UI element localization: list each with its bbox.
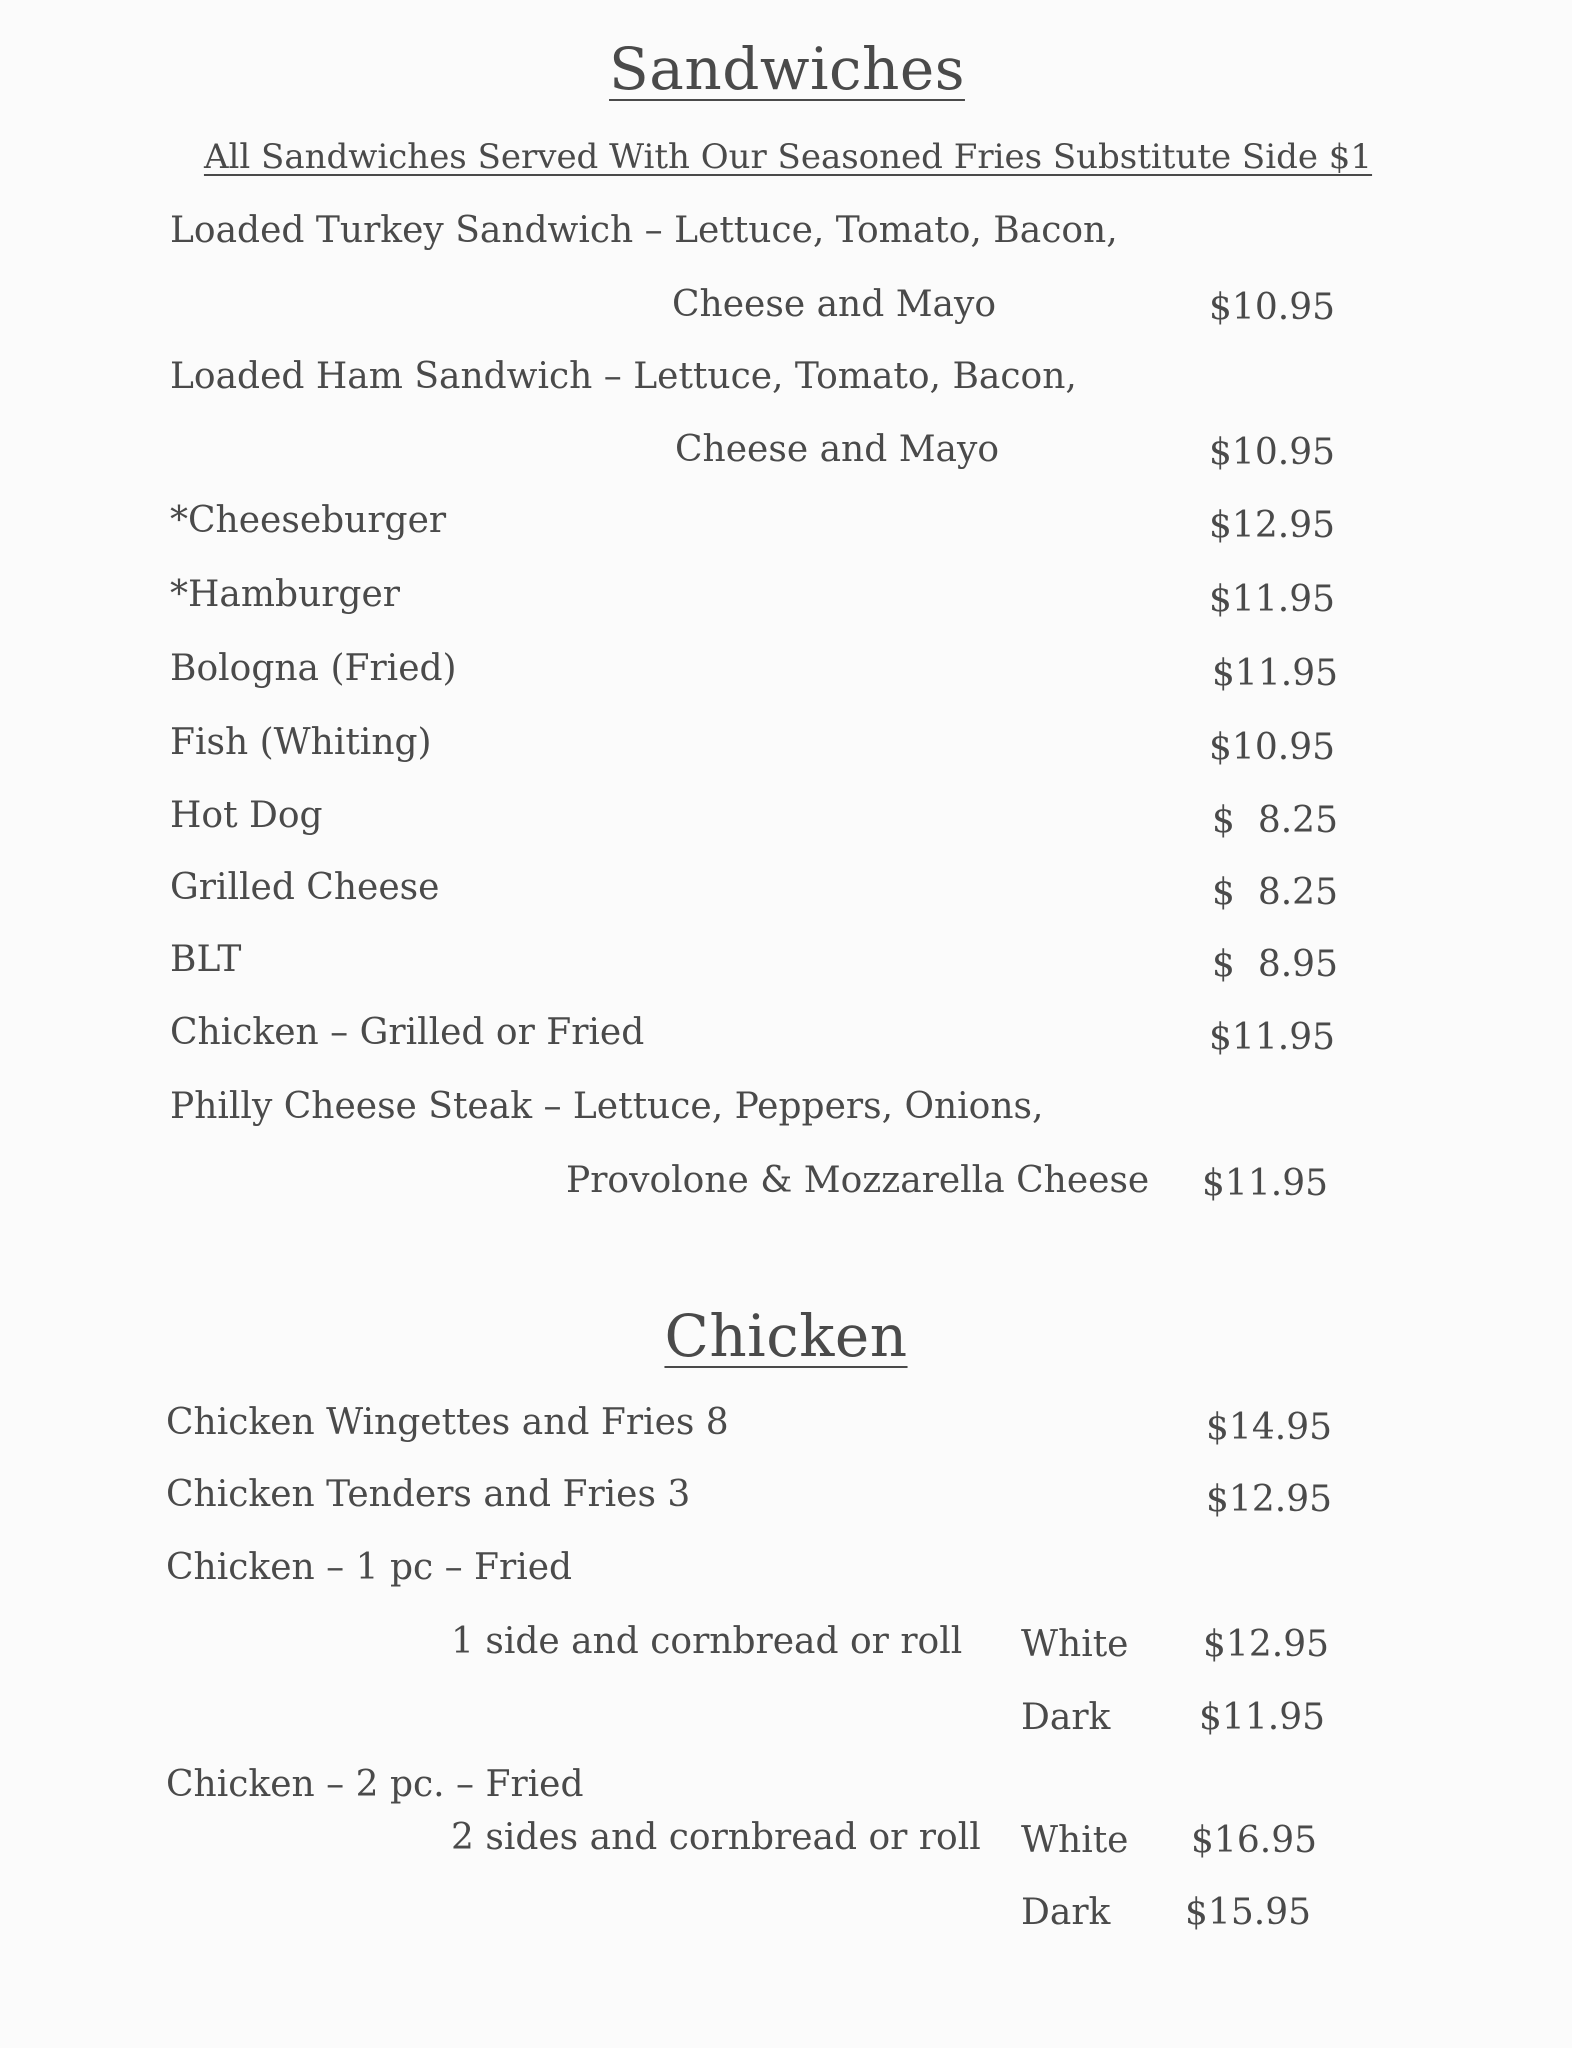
sandwiches-title: Sandwiches xyxy=(609,35,965,103)
menu-item-philly-cheese-steak: Philly Cheese Steak – Lettuce, Peppers, Onions, xyxy=(170,1086,1044,1127)
menu-item-blt: BLT xyxy=(170,939,242,980)
price-chicken-wingettes: $14.95 xyxy=(1206,1407,1332,1448)
price-chicken-tenders: $12.95 xyxy=(1206,1479,1332,1520)
price-cheeseburger: $12.95 xyxy=(1209,505,1335,546)
price-blt: $ 8.95 xyxy=(1212,944,1338,985)
menu-item-fish: Fish (Whiting) xyxy=(170,722,432,763)
price-chicken-1pc-dark: $11.95 xyxy=(1199,1697,1325,1738)
chicken-title: Chicken xyxy=(664,1302,908,1370)
menu-item-hamburger: *Hamburger xyxy=(170,574,400,615)
menu-item-loaded-turkey-detail: Cheese and Mayo xyxy=(672,284,997,325)
price-hot-dog: $ 8.25 xyxy=(1212,800,1338,841)
option-label-1pc-dark: Dark xyxy=(1021,1697,1111,1738)
price-loaded-ham: $10.95 xyxy=(1209,432,1335,473)
price-hamburger: $11.95 xyxy=(1209,579,1335,620)
menu-item-chicken-1pc: Chicken – 1 pc – Fried xyxy=(166,1547,573,1588)
option-label-2pc-dark: Dark xyxy=(1021,1892,1111,1933)
menu-item-loaded-turkey: Loaded Turkey Sandwich – Lettuce, Tomato, Bacon, xyxy=(170,210,1118,251)
menu-item-chicken-sandwich: Chicken – Grilled or Fried xyxy=(170,1012,645,1053)
menu-item-chicken-2pc: Chicken – 2 pc. – Fried xyxy=(166,1764,584,1805)
price-chicken-1pc-white: $12.95 xyxy=(1203,1624,1329,1665)
menu-item-chicken-tenders: Chicken Tenders and Fries 3 xyxy=(166,1474,691,1515)
price-fish: $10.95 xyxy=(1209,727,1335,768)
menu-item-philly-cheese-steak-detail: Provolone & Mozzarella Cheese xyxy=(566,1160,1150,1201)
menu-item-bologna: Bologna (Fried) xyxy=(170,648,457,689)
price-grilled-cheese: $ 8.25 xyxy=(1212,872,1338,913)
price-loaded-turkey: $10.95 xyxy=(1209,287,1335,328)
sandwiches-subtitle: All Sandwiches Served With Our Seasoned Fries Substitute Side $1 xyxy=(203,137,1373,177)
option-label-1pc-white: White xyxy=(1021,1624,1129,1665)
menu-item-hot-dog: Hot Dog xyxy=(170,795,323,836)
price-chicken-sandwich: $11.95 xyxy=(1209,1017,1335,1058)
price-chicken-2pc-dark: $15.95 xyxy=(1185,1892,1311,1933)
menu-item-grilled-cheese: Grilled Cheese xyxy=(170,867,440,908)
price-bologna: $11.95 xyxy=(1212,653,1338,694)
option-label-2pc-white: White xyxy=(1021,1820,1129,1861)
menu-item-loaded-ham-detail: Cheese and Mayo xyxy=(675,429,1000,470)
price-chicken-2pc-white: $16.95 xyxy=(1191,1820,1317,1861)
menu-item-cheeseburger: *Cheeseburger xyxy=(170,500,447,541)
menu-item-chicken-1pc-detail: 1 side and cornbread or roll xyxy=(451,1621,963,1662)
price-philly-cheese-steak: $11.95 xyxy=(1202,1163,1328,1204)
menu-item-chicken-wingettes: Chicken Wingettes and Fries 8 xyxy=(166,1402,729,1443)
menu-item-chicken-2pc-detail: 2 sides and cornbread or roll xyxy=(451,1817,981,1858)
menu-item-loaded-ham: Loaded Ham Sandwich – Lettuce, Tomato, Bacon, xyxy=(170,356,1077,397)
